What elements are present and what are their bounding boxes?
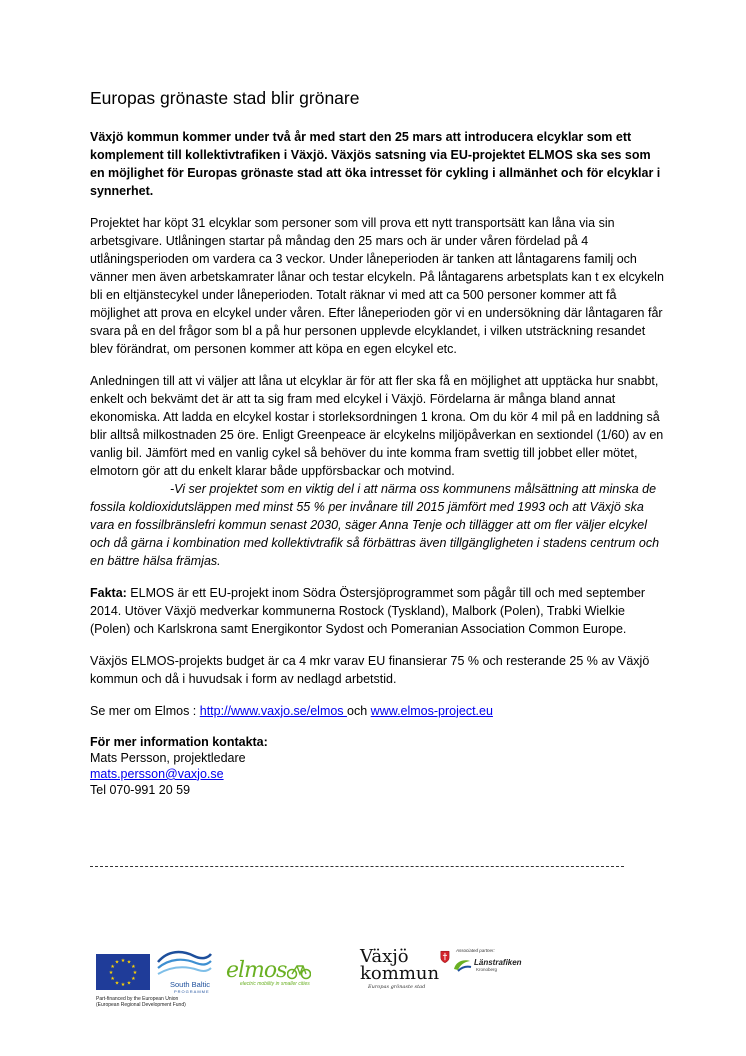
coat-of-arms-icon [440,949,450,965]
svg-text:★: ★ [120,958,126,964]
svg-text:★: ★ [131,976,136,982]
svg-text:★: ★ [114,959,120,966]
links-middle: och [347,703,371,718]
svg-text:★: ★ [132,970,138,976]
dashed-separator [90,866,624,867]
eu-caption [96,996,236,1008]
vaxjo-kommun-logo [360,948,450,990]
quote-paragraph [90,480,668,570]
svg-text:★: ★ [108,970,114,976]
svg-text:★: ★ [120,982,126,988]
svg-text:★: ★ [110,976,115,982]
document-body [90,88,668,798]
svg-text:★: ★ [126,980,132,987]
links-paragraph [90,702,668,720]
lead-paragraph: Växjö kommun kommer under två år med start den 25 mars att introducera elcyklar som ett komplement till kollektivtrafiken i Växjö. Växjös satsning via EU-projektet ELMOS ska ses som en möjlighet för Europas grönaste stad att öka intresset för cykling i allmänhet och för elcyklar i synnerhet. [90,129,661,198]
vaxjo-tagline: Europas grönaste stad [368,984,426,990]
facts-label: Fakta: [90,585,127,600]
south-baltic-name: South Baltic [170,980,211,989]
wave-icon [156,948,212,978]
vaxjo-elmos-link[interactable]: http://www.vaxjo.se/elmos [199,703,348,718]
elmos-project-link[interactable]: www.elmos-project.eu [370,703,493,718]
document-title: Europas grönaste stad blir grönare [90,88,360,108]
vaxjo-wordmark-2: kommun [360,963,440,984]
contact-heading: För mer information kontakta: [90,734,268,749]
elmos-tagline: electric mobility in smaller cities [240,981,310,987]
south-baltic-programme: PROGRAMME [174,989,210,994]
svg-text:★: ★ [126,959,132,966]
lanstrafiken-name: Länstrafiken [474,958,522,967]
kronoberg-name: Kronoberg [476,967,498,972]
lanstrafiken-symbol-icon [452,957,472,973]
eu-logo [96,954,154,995]
facts-text: ELMOS är ett EU-projekt inom Södra Östersjöprogrammet som pågår till och med september 2014. Utöver Växjö medverkar kommunerna Rostock (Tyskland), Malbork (Polen), Trabki Wielkie (Polen) och Karlskrona samt Energikontor Sydost och Pomeranian Association Common Europe. [90,585,646,636]
bicycle-icon [287,961,311,981]
contact-phone: Tel 070-991 20 59 [90,782,191,797]
contact-name: Mats Persson, projektledare [90,750,246,765]
south-baltic-logo [156,948,214,994]
svg-text:★: ★ [114,980,120,987]
elmos-logo [226,958,336,987]
contact-email-link[interactable]: mats.persson@vaxjo.se [90,766,224,781]
lanstrafiken-logo [452,948,552,973]
svg-text:★: ★ [131,964,136,970]
eu-flag-icon [96,954,150,990]
elmos-wordmark: elmos [226,958,287,983]
svg-text:★: ★ [110,964,115,970]
budget-paragraph: Växjös ELMOS-projekts budget är ca 4 mkr varav EU finansierar 75 % och resterande 25 % av Växjö kommun och då i huvudsak i form av nedlagd arbetstid. [90,653,650,686]
contact-block [90,734,668,798]
vaxjo-wordmark-1: Växjö [360,946,409,967]
eu-caption-line-2: (European Regional Development Fund) [96,1002,186,1008]
links-prefix: Se mer om Elmos : [90,703,200,718]
quote-text: -Vi ser projektet som en viktig del i att närma oss kommunens målsättning att minska de fossila koldioxidutsläppen med minst 55 % per invånare till 2015 jämfört med 1993 och att Växjö ska vara en fossilbränslefri kommun senast 2030, säger Anna Tenje och tillägger att om fler väljer elcykel och då gärna i kombination med kollektivtrafik så förbättras även tillgängligheten i stadens centrum och en bättre hälsa främjas. [90,481,660,568]
eu-caption-line-1: Part-financed by the European Union [96,996,179,1002]
associated-partner-label: Associated partner: [456,948,495,953]
logo-strip [96,944,556,1014]
facts-paragraph [90,584,668,638]
body-paragraph-1: Projektet har köpt 31 elcyklar som personer som vill prova ett nytt transportsätt kan låna via sin arbetsgivare. Utlåningen startar på måndag den 25 mars och är under våren fördelad på 4 utlåningsperioden om vardera ca 3 veckor. Under låneperioden är tanken att låntagarens familj och vänner men även arbetskamrater lånar och testar elcykeln. På låntagarens arbetsplats kan t ex elcykeln bli en eltjänstecykel under låneperioden. Totalt räknar vi med att ca 500 personer kommer att få möjlighet att prova en elcykel under våren. Efter låneperioden gör vi en undersökning där låntagaren får svara på en del frågor som bl a på hur personen upplevde elcyklandet, i vilken utsträckning resandet blev förändrat, om personen kommer att köpa en egen elcykel etc. [90,215,664,356]
body-paragraph-2: Anledningen till att vi väljer att låna ut elcyklar är för att fler ska få en möjlighet att upptäcka hur snabbt, enkelt och bekvämt det är att ta sig fram med elcykel i Växjö. Fördelarna är många bland annat ekonomiska. Att ladda en elcykel kostar i storleksordningen 1 krona. Om du kör 4 mil på en laddning så blir alltså milkostnaden 25 öre. Enligt Greenpeace är elcykelns miljöpåverkan en sextiondel (1/60) av en vanlig bil. Jämfört med en vanlig cykel så behöver du inte komma fram svettig till jobbet eller mötet, elmotorn gör att du enkelt klarar både uppförsbackar och motvind. [90,373,664,478]
